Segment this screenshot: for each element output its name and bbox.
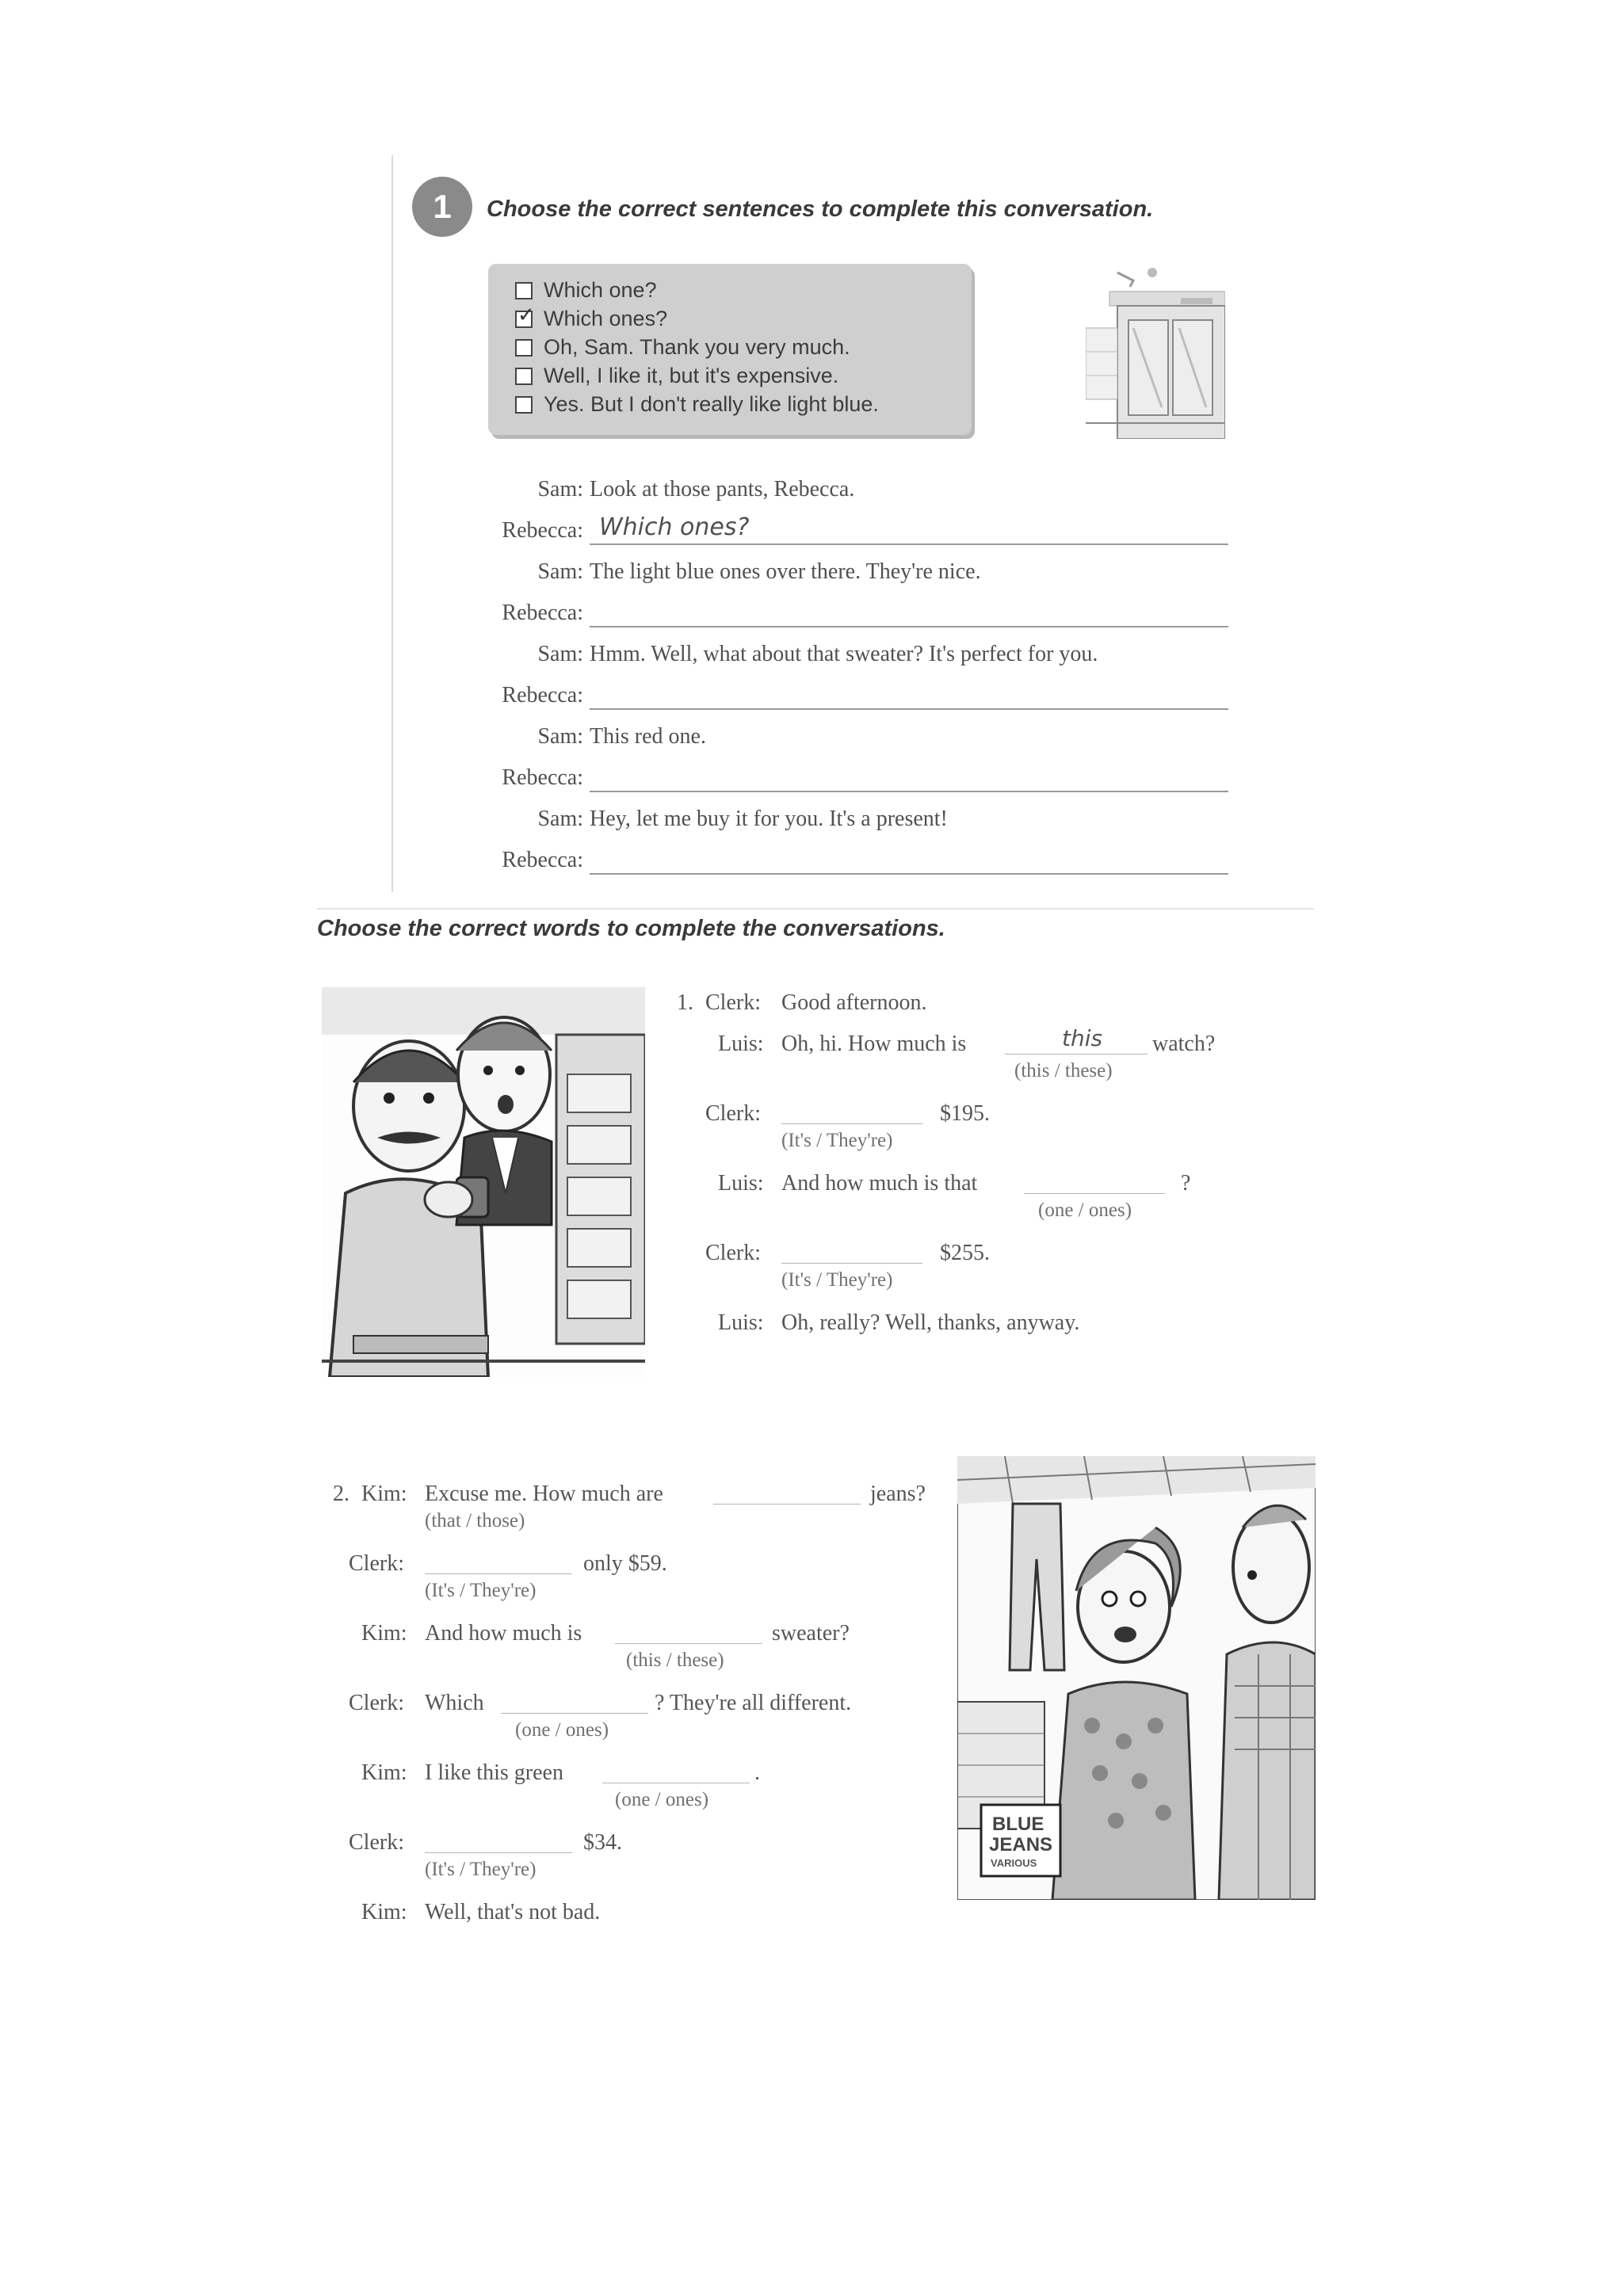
speaker-sam: Sam: [537,724,583,749]
watch-shop-illustration [322,987,645,1377]
speaker-clerk: Clerk: [349,1830,404,1855]
speaker-clerk: Clerk: [705,1241,761,1265]
answer-line[interactable] [590,708,1228,710]
checkbox-icon[interactable] [515,339,533,357]
word-choices: (this / these) [626,1650,724,1671]
exercise-number-badge: 1 [412,177,472,237]
speaker-rebecca: Rebecca: [502,683,583,707]
sign-line-3: VARIOUS [991,1857,1037,1869]
store-window-illustration [1086,265,1225,439]
answer-blank[interactable] [501,1713,648,1714]
option-2[interactable]: ✓ Which ones? [515,307,667,331]
dialogue-line: Which [425,1691,484,1715]
option-4[interactable]: Well, I like it, but it's expensive. [515,364,838,388]
dialogue-line: ? [1181,1171,1191,1196]
conversation-number: 1. [677,990,693,1015]
option-1[interactable]: Which one? [515,278,657,303]
dialogue-line: And how much is that [781,1171,978,1196]
option-3[interactable]: Oh, Sam. Thank you very much. [515,335,850,360]
sign-line-2: JEANS [989,1834,1053,1855]
speaker-rebecca: Rebecca: [502,518,583,543]
answer-blank[interactable] [1005,1054,1148,1055]
dialogue-line: Oh, really? Well, thanks, anyway. [781,1310,1080,1335]
speaker-kim: Kim: [361,1760,407,1785]
options-box [488,264,972,435]
answer-line[interactable] [590,626,1228,627]
checkbox-icon[interactable] [515,396,533,414]
word-choices: (this / these) [1014,1060,1113,1081]
dialogue-line: Excuse me. How much are [425,1482,663,1506]
dialogue-line: $195. [940,1101,990,1126]
answer-blank[interactable] [425,1573,572,1574]
jeans-shop-illustration [957,1456,1316,1900]
answer-blank[interactable] [615,1643,762,1644]
checkbox-icon[interactable] [515,282,533,299]
speaker-kim: Kim: [361,1900,407,1924]
handwritten-answer: Which ones? [599,513,750,541]
speaker-clerk: Clerk: [705,990,761,1015]
dialogue-line: only $59. [583,1551,667,1576]
conversation-number: 2. [333,1482,349,1506]
speaker-luis: Luis: [718,1032,764,1056]
handwritten-answer: this [1062,1025,1103,1051]
speaker-sam: Sam: [537,642,583,666]
speaker-sam: Sam: [537,559,583,584]
speaker-luis: Luis: [718,1310,764,1335]
dialogue-line: Hey, let me buy it for you. It's a present! [590,807,948,831]
dialogue-line: watch? [1152,1032,1216,1056]
dialogue-line: This red one. [590,724,706,749]
sign-line-1: BLUE [992,1814,1044,1835]
speaker-sam: Sam: [537,477,583,502]
speaker-rebecca: Rebecca: [502,848,583,872]
word-choices: (It's / They're) [781,1130,893,1151]
word-choices: (one / ones) [515,1719,609,1741]
exercise2-instruction: Choose the correct words to complete the conversations. [317,916,945,941]
speaker-rebecca: Rebecca: [502,601,583,625]
answer-blank[interactable] [1024,1193,1165,1194]
dialogue-line: ? They're all different. [655,1691,852,1715]
word-choices: (It's / They're) [425,1859,537,1880]
speaker-luis: Luis: [718,1171,764,1196]
word-choices: (one / ones) [1038,1199,1132,1221]
speaker-clerk: Clerk: [705,1101,761,1126]
exercise1-instruction: Choose the correct sentences to complete this conversation. [487,196,1154,222]
dialogue-line: Look at those pants, Rebecca. [590,477,855,502]
dialogue-line: Good afternoon. [781,990,927,1015]
answer-blank[interactable] [425,1852,572,1853]
speaker-sam: Sam: [537,807,583,831]
dialogue-line: The light blue ones over there. They're nice. [590,559,981,584]
dialogue-line: Oh, hi. How much is [781,1032,967,1056]
dialogue-line: $34. [583,1830,622,1855]
speaker-kim: Kim: [361,1621,407,1646]
dialogue-line: . [754,1760,760,1785]
speaker-clerk: Clerk: [349,1691,404,1715]
answer-line[interactable] [590,543,1228,545]
speaker-clerk: Clerk: [349,1551,404,1576]
dialogue-line: Hmm. Well, what about that sweater? It's perfect for you. [590,642,1098,666]
word-choices: (that / those) [425,1510,525,1531]
checkbox-icon[interactable] [515,368,533,385]
option-5[interactable]: Yes. But I don't really like light blue. [515,392,879,417]
answer-line[interactable] [590,791,1228,792]
checked-checkbox-icon[interactable] [515,311,533,328]
word-choices: (one / ones) [615,1789,709,1810]
answer-blank[interactable] [781,1123,922,1124]
answer-blank[interactable] [713,1504,861,1505]
exercise1-border [391,155,393,892]
speaker-kim: Kim: [361,1482,407,1506]
word-choices: (It's / They're) [425,1580,537,1601]
speaker-rebecca: Rebecca: [502,765,583,790]
section-divider [317,908,1314,910]
answer-line[interactable] [590,873,1228,875]
dialogue-line: jeans? [870,1482,926,1506]
dialogue-line: I like this green [425,1760,563,1785]
dialogue-line: Well, that's not bad. [425,1900,601,1924]
dialogue-line: $255. [940,1241,990,1265]
dialogue-line: And how much is [425,1621,582,1646]
dialogue-line: sweater? [772,1621,850,1646]
word-choices: (It's / They're) [781,1269,893,1291]
answer-blank[interactable] [781,1263,922,1264]
